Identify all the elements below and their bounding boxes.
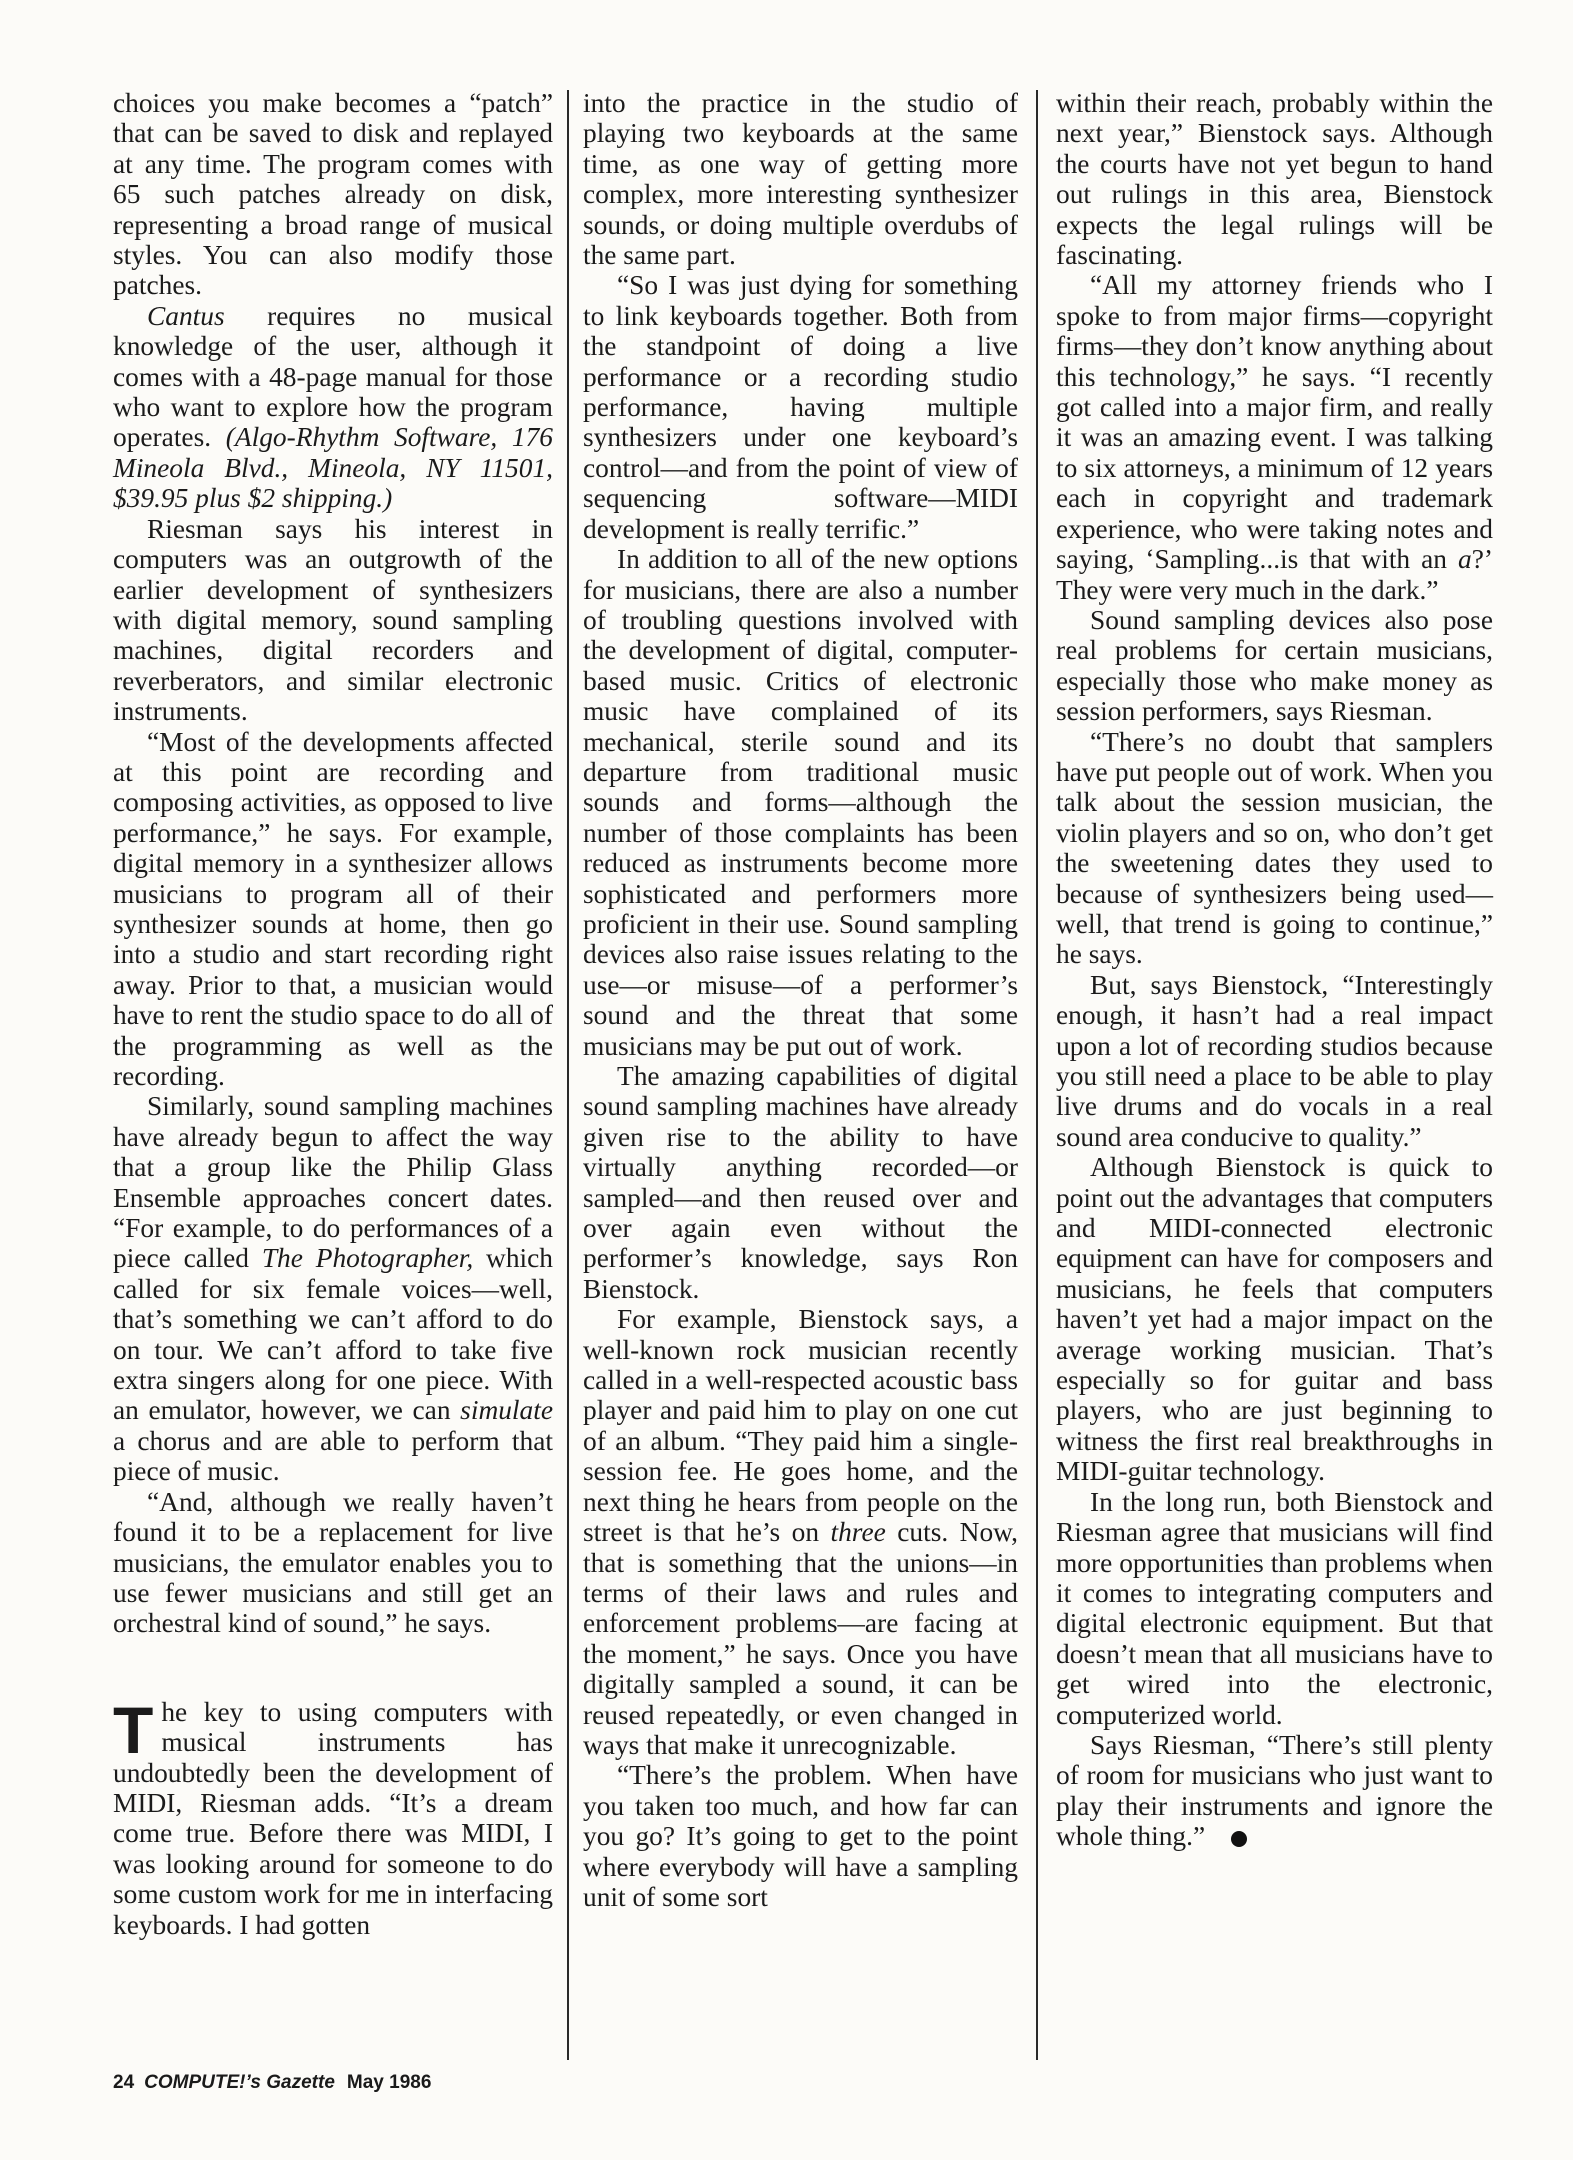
column-divider bbox=[1036, 90, 1038, 2060]
page-footer bbox=[113, 2072, 431, 2094]
paragraph: The amazing capabilities of digital sound sampling machines have already given rise to the ability to have virtually anything recorded—or sampled—and then reused over and over again even without the performer’s knowledge, says Ron Bienstock. bbox=[583, 1061, 1018, 1304]
paragraph-text: cuts. Now, that is something that the unions—in terms of their laws and rules and enforcement problems—are facing at the moment,” he says. Once you have digitally sampled a sound, it can be reused repeatedly, or even changed in ways that make it unrecognizable. bbox=[583, 1517, 1018, 1760]
article-column-2 bbox=[583, 88, 1018, 1912]
paragraph: In addition to all of the new options for musicians, there are also a number of troubling questions involved with the development of digital, computer-based music. Critics of electronic music have complained of its mechanical, sterile sound and its departure from traditional music sounds and forms—although the number of those complaints has been reduced as instruments become more sophisticated and performers more proficient in their use. Sound sampling devices also raise issues relating to the use—or misuse—of a performer’s sound and the threat that some musicians may be put out of work. bbox=[583, 544, 1018, 1061]
column-divider bbox=[567, 90, 569, 2060]
paragraph bbox=[113, 301, 553, 514]
paragraph: Riesman says his interest in computers was an outgrowth of the earlier development of synthesizers with digital memory, sound sampling machines, digital recorders and reverberators, and similar electronic instruments. bbox=[113, 513, 553, 727]
page-number: 24 bbox=[113, 2072, 135, 2093]
publication-name: COMPUTE!’s Gazette bbox=[144, 2072, 335, 2093]
paragraph: choices you make becomes a “patch” that can be saved to disk and replayed at any time. The program comes with 65 such patches already on disk, representing a broad range of musical styles. You can also modify those patches. bbox=[113, 88, 553, 301]
article-column-3 bbox=[1056, 88, 1493, 1852]
work-title: The Photographer, bbox=[261, 1243, 474, 1274]
drop-cap: T bbox=[113, 1692, 154, 1767]
paragraph: But, says Bienstock, “Interestingly enough, it hasn’t had a real impact upon a lot of recording studios because you still need a place to be able to play live drums and do vocals in a real sound area conducive to quality.” bbox=[1056, 969, 1493, 1152]
paragraph-text: Says Riesman, “There’s still plenty of room for musicians who just want to play their instruments and ignore the whole thing.” bbox=[1056, 1729, 1493, 1852]
paragraph-text: requires no musical knowledge of the user, although it comes with a 48-page manual for those who want to explore how the program operates. bbox=[113, 300, 553, 453]
product-source: (Algo-Rhythm Software, 176 Mineola Blvd., Mineola, NY 11501, $39.95 plus $2 shipping.) bbox=[113, 422, 553, 514]
paragraph bbox=[1056, 270, 1493, 604]
end-of-article-icon bbox=[1231, 1831, 1247, 1847]
paragraph bbox=[1056, 1730, 1493, 1852]
paragraph-text: he key to using computers with musical instruments has undoubtedly been the development of MIDI, Riesman adds. “It’s a dream come true. Before there was MIDI, I was looking around for someone to do some custom work for me in interfacing keyboards. I had gotten bbox=[113, 1696, 553, 1940]
paragraph: “There’s no doubt that samplers have put people out of work. When you talk about the session musician, the violin players and so on, who don’t get the sweetening dates they used to because of synthesizers being used—well, that trend is going to continue,” he says. bbox=[1056, 726, 1493, 970]
paragraph: Sound sampling devices also pose real problems for certain musicians, especially those who make money as session performers, says Riesman. bbox=[1056, 604, 1493, 727]
article-column-1 bbox=[113, 88, 553, 1940]
paragraph: “So I was just dying for something to link keyboards together. Both from the standpoint of doing a live performance or a recording studio performance, having multiple synthesizers under one keyboard’s control—and from the point of view of sequencing software—MIDI development is really terrific.” bbox=[583, 270, 1018, 544]
paragraph: Although Bienstock is quick to point out the advantages that computers and MIDI-connected electronic equipment can have for composers and musicians, he feels that computers haven’t yet had a major impact on the average working musician. That’s especially so for guitar and bass players, who are just beginning to witness the first real breakthroughs in MIDI-guitar technology. bbox=[1056, 1152, 1493, 1487]
paragraph-text: ?’ They were very much in the dark.” bbox=[1056, 544, 1493, 605]
emphasis: simulate bbox=[460, 1395, 553, 1426]
paragraph: “And, although we really haven’t found it to be a replacement for live musicians, the emulator enables you to use fewer musicians and still get an orchestral kind of sound,” he says. bbox=[113, 1486, 553, 1639]
paragraph: In the long run, both Bienstock and Riesman agree that musicians will find more opportunities than problems when it comes to integrating computers and digital electronic equipment. But that doesn’t mean that all musicians have to get wired into the electronic, computerized world. bbox=[1056, 1486, 1493, 1730]
paragraph bbox=[113, 1091, 553, 1486]
paragraph-text: which called for six female voices—well, that’s something we can’t afford to do on tour. We can’t afford to take five extra singers along for one piece. With an emulator, however, we can bbox=[113, 1243, 553, 1426]
paragraph-text: For example, Bienstock says, a well-known rock musician recently called in a well-respected acoustic bass player and paid him to play on one cut of an album. “They paid him a single-session fee. He goes home, and the next thing he hears from people on the street is that he’s on bbox=[583, 1304, 1018, 1548]
paragraph-text: a chorus and are able to perform that piece of music. bbox=[113, 1425, 553, 1487]
section-paragraph bbox=[113, 1692, 553, 1940]
paragraph-text: “All my attorney friends who I spoke to from major firms—copyright firms—they don’t know anything about this technology,” he says. “I recently got called into a major firm, and really it was an amazing event. I was talking to six attorneys, a minimum of 12 years each in copyright and trademark experience, who were taking notes and saying, ‘Sampling...is that with an bbox=[1056, 270, 1493, 575]
emphasis: a bbox=[1458, 544, 1472, 575]
paragraph: within their reach, probably within the next year,” Bienstock says. Although the courts have not yet begun to hand out rulings in this area, Bienstock expects the legal rulings will be fascinating. bbox=[1056, 88, 1493, 271]
paragraph bbox=[583, 1304, 1018, 1760]
issue-date: May 1986 bbox=[346, 2072, 432, 2093]
paragraph: “Most of the developments affected at this point are recording and composing activities, as opposed to live performance,” he says. For example, digital memory in a synthesizer allows musicians to program all of their synthesizer sounds at home, then go into a studio and start recording right away. Prior to that, a musician would have to rent the studio space to do all of the programming as well as the recording. bbox=[113, 726, 553, 1091]
paragraph: into the practice in the studio of playing two keyboards at the same time, as one way of getting more complex, more interesting synthesizer sounds, or doing multiple overdubs of the same part. bbox=[583, 88, 1018, 271]
paragraph-text: Similarly, sound sampling machines have already begun to affect the way that a group like the Philip Glass Ensemble approaches concert dates. “For example, to do performances of a piece called bbox=[113, 1091, 553, 1274]
product-title: Cantus bbox=[147, 300, 225, 331]
emphasis: three bbox=[830, 1517, 886, 1548]
paragraph: “There’s the problem. When have you taken too much, and how far can you go? It’s going to get to the point where everybody will have a sampling unit of some sort bbox=[583, 1760, 1018, 1912]
